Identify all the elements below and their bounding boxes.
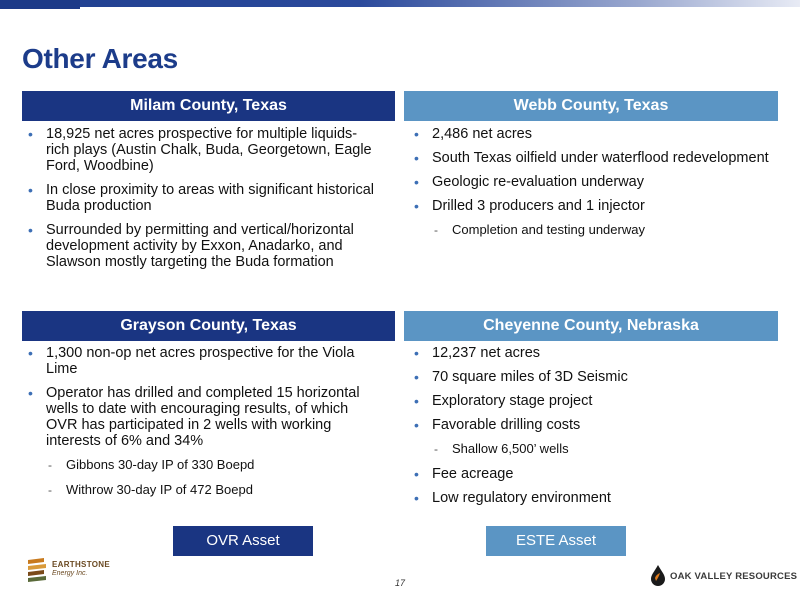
bullet-icon: • (28, 345, 33, 361)
bullet-icon: • (28, 222, 33, 238)
page-title: Other Areas (22, 43, 178, 74)
list-item: • Low regulatory environment (414, 490, 611, 506)
list-item: • Geologic re-evaluation underway (414, 174, 644, 190)
top-accent-notch (0, 0, 80, 9)
cheyenne-bullet-list (410, 345, 770, 514)
earthstone-logo (26, 556, 116, 586)
list-item: • Surrounded by permitting and vertical/horizontal development activity by Exxon, Anadarko, and Slawson mostly targeting the Buda formation (28, 222, 354, 270)
bullet-icon: • (414, 490, 419, 506)
milam-header: Milam County, Texas (22, 91, 395, 121)
webb-bullet-list (410, 126, 770, 247)
list-item: • Operator has drilled and completed 15 horizontal wells to date with encouraging results, of which OVR has participated in 2 wells with working interests of 6% and 34% (28, 385, 360, 449)
list-item: • 2,486 net acres (414, 126, 532, 142)
grayson-bullet-list (24, 345, 374, 507)
bullet-icon: • (28, 182, 33, 198)
list-subitem: - Gibbons 30-day IP of 330 Boepd (48, 457, 255, 472)
bullet-icon: • (414, 150, 419, 166)
oak-valley-logo (650, 564, 798, 594)
webb-header: Webb County, Texas (404, 91, 778, 121)
list-item: • 12,237 net acres (414, 345, 541, 361)
dash-icon: - (434, 223, 438, 237)
bullet-icon: • (414, 345, 419, 361)
list-item: • 70 square miles of 3D Seismic (414, 369, 628, 385)
bullet-icon: • (414, 417, 419, 433)
milam-bullet-list (24, 126, 374, 278)
bullet-icon: • (414, 369, 419, 385)
top-accent-line (80, 7, 800, 9)
grayson-header: Grayson County, Texas (22, 311, 395, 341)
dash-icon: - (48, 458, 52, 472)
list-subitem: - Withrow 30-day IP of 472 Boepd (48, 482, 253, 497)
bullet-icon: • (414, 174, 419, 190)
dash-icon: - (48, 483, 52, 497)
bullet-icon: • (414, 126, 419, 142)
bullet-icon: • (28, 385, 33, 401)
list-item: • Fee acreage (414, 466, 514, 482)
oil-drop-icon (650, 564, 666, 586)
list-subitem: - Shallow 6,500’ wells (434, 441, 569, 456)
cheyenne-header: Cheyenne County, Nebraska (404, 311, 778, 341)
list-item: • In close proximity to areas with significant historical Buda production (28, 182, 374, 214)
list-item: • Favorable drilling costs (414, 417, 581, 433)
list-item: • South Texas oilfield under waterflood redevelopment (414, 150, 769, 166)
bullet-icon: • (28, 126, 33, 142)
bullet-icon: • (414, 198, 419, 214)
earthstone-logo-subtext: Energy Inc. (52, 570, 88, 577)
page-number: 17 (395, 578, 406, 588)
oak-valley-logo-text: OAK VALLEY RESOURCES (670, 571, 798, 582)
este-asset-legend: ESTE Asset (486, 526, 626, 556)
list-item: • 18,925 net acres prospective for multiple liquids-rich plays (Austin Chalk, Buda, Georgetown, Eagle Ford, Woodbine) (28, 126, 372, 174)
earthstone-logo-text: EARTHSTONE (52, 560, 110, 569)
ovr-asset-legend: OVR Asset (173, 526, 313, 556)
dash-icon: - (434, 442, 438, 456)
list-subitem: - Completion and testing underway (434, 222, 645, 237)
list-item: • 1,300 non-op net acres prospective for the Viola Lime (28, 345, 355, 377)
earthstone-logo-icon (26, 556, 48, 586)
bullet-icon: • (414, 466, 419, 482)
bullet-icon: • (414, 393, 419, 409)
list-item: • Exploratory stage project (414, 393, 593, 409)
list-item: • Drilled 3 producers and 1 injector (414, 198, 645, 214)
